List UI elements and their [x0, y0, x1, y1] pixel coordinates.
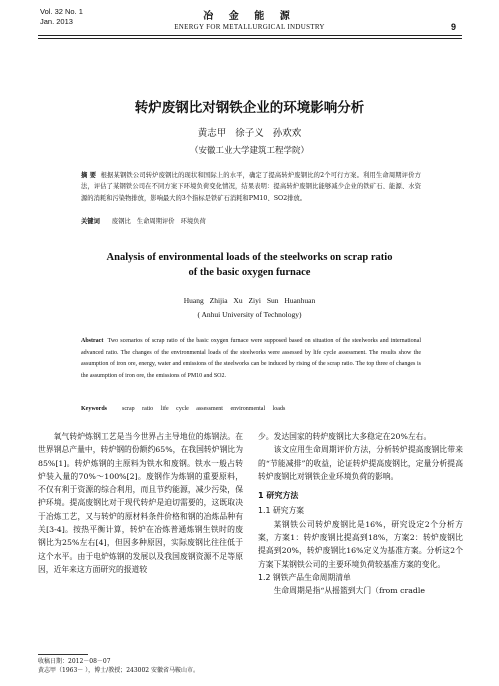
subsection-heading: 1.1 研究方案	[258, 506, 305, 516]
footnote	[38, 657, 199, 675]
subsection-heading: 1.2 钢铁产品生命周期清单	[258, 572, 351, 582]
issue-date: Jan. 2013	[40, 17, 73, 26]
article-title-en-line2: of the basic oxygen furnace	[188, 267, 311, 278]
authors-cn: 黄志甲 徐子义 孙欢欢	[197, 128, 302, 139]
volume-number: Vol. 32 No. 1	[40, 7, 83, 16]
body-paragraph: 生命周期是指“从摇篮到大门（from cradle	[273, 586, 425, 596]
keywords-en-text: scrap ratio life cycle assessment environmental loads	[122, 406, 286, 412]
footnote-author: 黄志甲（1963－ ），博士/教授；243002 安徽省马鞍山市。	[38, 667, 200, 674]
abstract-cn	[81, 170, 421, 204]
affiliation-cn: （安徽工业大学建筑工程学院）	[189, 146, 309, 156]
body-paragraph: 某钢铁公司转炉废钢比是16%，研究设定2个分析方案，方案1：转炉废钢比提高到18%，方案2：转炉废钢比提高到20%，转炉废钢比16%定义为基准方案。分析这2个方案下某钢铁公司的主要环境负荷较基准方案的变化。	[258, 519, 463, 569]
body-paragraph: 氧气转炉炼钢工艺是当今世界占主导地位的炼钢法。在世界钢总产量中，转炉钢的份额约65%，在我国转炉钢比为85%[1]。转炉炼钢的主原料为铁水和废钢。铁水一般占转炉装入量的70%～100%[2]。废钢作为炼钢的重要原料，不仅有利于资源的综合利用，而且节约能源，减少污染，保护环境。提高废钢比对于现代转炉是迫切需要的，这既取决于冶炼工艺，又与转炉的原材料条件价格和钢的冶炼品种有关[3-4]。按热平衡计算，转炉在冶炼普通炼钢生铁时的废钢比为25%左右[4]，但因多种原因，实际废钢比往往低于这个水平。由于电炉炼钢的发展以及我国废钢资源不足等原因，近年来这方面研究的报道较	[38, 432, 243, 574]
abstract-cn-text: 根据某钢铁公司转炉废钢比的现状和国际上的水平，确定了提高转炉废钢比的2个可行方案。利用生命周期评价方法，评估了某钢铁公司在不同方案下环境负荷变化情况，结果表明：提高转炉废钢比能够减少企业的铁矿石、能源、水资源的消耗和污染物排放，影响最大的3个指标是铁矿石消耗和PM10、SO2排放。	[81, 172, 421, 202]
body-paragraph: 该文应用生命周期评价方法，分析转炉提高废钢比带来的“节能减排”的收益，论证转炉提高废钢比，定量分析提高转炉废钢比对钢铁企业环境负荷的影响。	[258, 445, 463, 481]
journal-name-cn: 冶 金 能 源	[203, 11, 296, 22]
keywords-cn-text: 废钢比 生命周期评价 环境负荷	[111, 218, 206, 225]
article-title-en-line1: Analysis of environmental loads of the steelworks on scrap ratio	[106, 252, 393, 263]
keywords-cn	[81, 216, 421, 225]
article-title-cn: 转炉废钢比对钢铁企业的环境影响分析	[134, 100, 365, 116]
journal-name-en: ENERGY FOR METALLURGICAL INDUSTRY	[174, 23, 325, 31]
header-rule	[38, 35, 462, 36]
abstract-cn-label: 摘 要	[81, 172, 97, 179]
abstract-en	[81, 336, 421, 382]
keywords-en-label: Keywords	[81, 406, 107, 412]
footnote-rule	[38, 654, 88, 655]
abstract-en-text: Two scenarios of scrap ratio of the basic oxygen furnace were supposed based on situation of the steelworks and international advanced ratio. The changes of the environmental loads of the steelworks were assessed by life cycle assessment. The results show the assumption of iron ore, energy, water and emissions of the steelworks can be induced by rising of the scrap ratio. The top three of changes is the assumption of iron ore, the emissions of PM10 and SO2.	[81, 338, 422, 379]
keywords-cn-label: 关键词	[81, 218, 100, 225]
section-heading: 1 研究方法	[258, 491, 299, 501]
article-title-en	[0, 250, 499, 280]
keywords-en	[81, 406, 421, 412]
body-paragraph: 少。发达国家的转炉废钢比大多稳定在20%左右。	[258, 432, 432, 441]
authors-en: Huang Zhijia Xu Ziyi Sun Huanhuan	[183, 296, 316, 305]
journal-header	[0, 7, 499, 31]
footnote-received: 收稿日期：2012－08－07	[38, 658, 111, 665]
body-column-right	[258, 430, 463, 598]
affiliation-en: ( Anhui University of Technology)	[197, 310, 302, 319]
body-column-left	[38, 430, 243, 576]
header-rule-thin	[38, 38, 462, 39]
page-number: 9	[450, 22, 456, 32]
abstract-en-label: Abstract	[81, 338, 104, 344]
